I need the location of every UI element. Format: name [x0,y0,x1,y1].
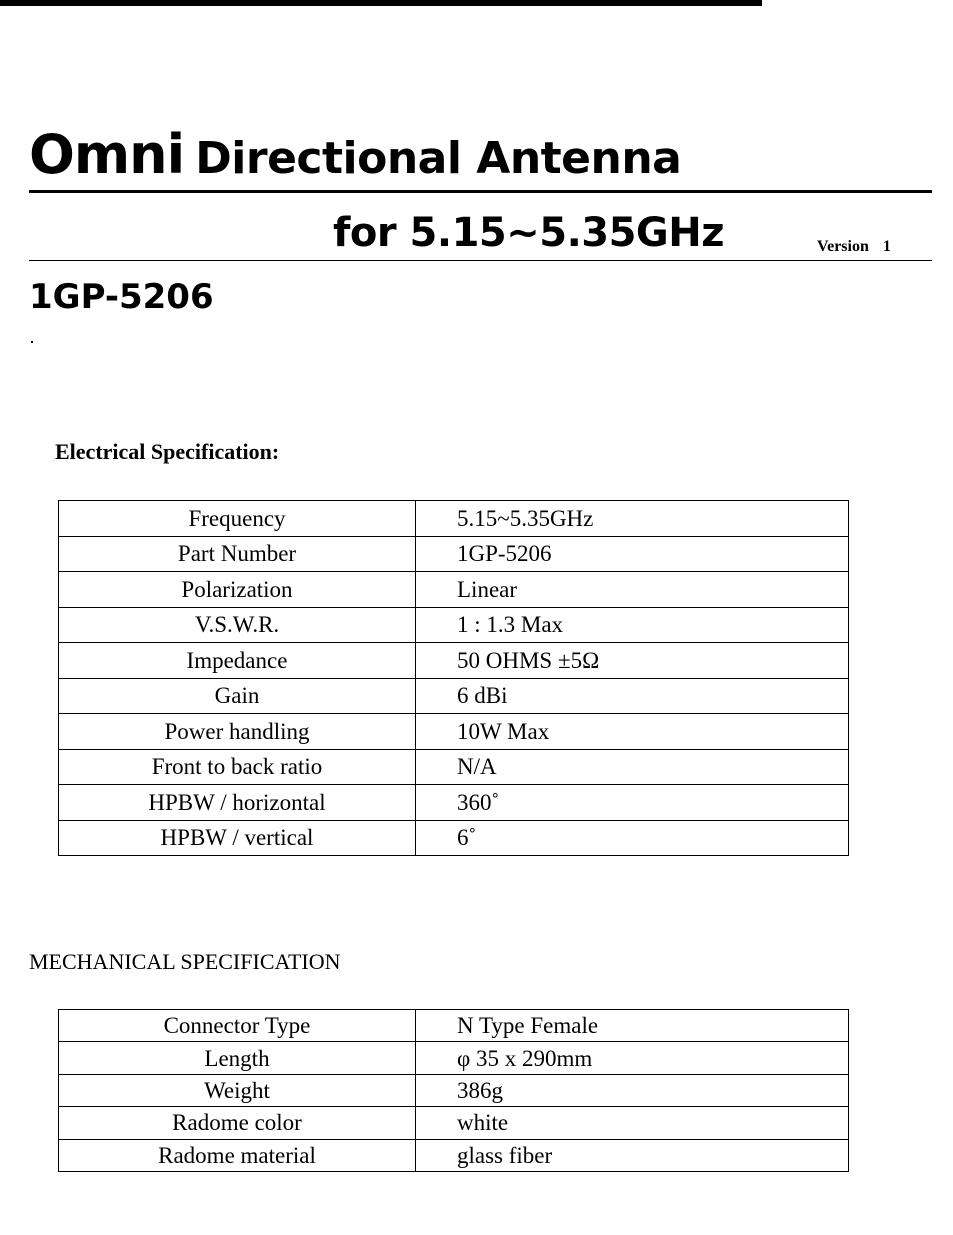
spec-value: glass fiber [416,1139,849,1171]
model-number: 1GP-5206 [29,277,214,317]
spec-value: 50 OHMS ±5Ω [416,643,849,679]
table-row [59,1010,849,1042]
table-row [59,785,849,821]
title-underline [29,190,932,193]
spec-label: Part Number [59,536,416,572]
electrical-spec-heading: Electrical Specification: [55,439,280,464]
spec-label: Length [59,1042,416,1074]
top-border-bar [0,0,762,6]
spec-value: 6˚ [416,820,849,856]
spec-value: Linear [416,572,849,608]
subtitle-underline [29,260,932,261]
table-row [59,536,849,572]
spec-label: Frequency [59,501,416,537]
spec-label: Radome color [59,1107,416,1139]
stray-dot [31,341,33,343]
table-row [59,501,849,537]
table-row [59,820,849,856]
spec-value: 10W Max [416,714,849,750]
spec-value: 1GP-5206 [416,536,849,572]
spec-label: HPBW / vertical [59,820,416,856]
spec-label: Front to back ratio [59,749,416,785]
electrical-spec-table [58,500,849,856]
document-subtitle: for 5.15~5.35GHz [333,210,725,256]
table-row [59,678,849,714]
spec-label: Polarization [59,572,416,608]
spec-label: Impedance [59,643,416,679]
document-title [29,123,682,186]
spec-value: 360˚ [416,785,849,821]
table-row [59,714,849,750]
spec-value: 5.15~5.35GHz [416,501,849,537]
table-row [59,749,849,785]
table-row [59,1139,849,1171]
spec-value: white [416,1107,849,1139]
title-word-rest: Directional Antenna [195,133,682,184]
table-row [59,572,849,608]
spec-label: Radome material [59,1139,416,1171]
spec-value: 6 dBi [416,678,849,714]
table-row [59,1107,849,1139]
spec-label: V.S.W.R. [59,607,416,643]
table-row [59,1074,849,1106]
spec-label: Gain [59,678,416,714]
spec-label: HPBW / horizontal [59,785,416,821]
spec-label: Power handling [59,714,416,750]
spec-value: 386g [416,1074,849,1106]
spec-value: N Type Female [416,1010,849,1042]
mechanical-spec-table [58,1009,849,1172]
spec-value: N/A [416,749,849,785]
table-row [59,607,849,643]
title-word-omni: Omni [29,123,185,186]
table-row [59,1042,849,1074]
spec-label: Weight [59,1074,416,1106]
spec-label: Connector Type [59,1010,416,1042]
version-label: Version 1 [817,238,891,255]
spec-value: φ 35 x 290mm [416,1042,849,1074]
spec-value: 1 : 1.3 Max [416,607,849,643]
mechanical-spec-heading: MECHANICAL SPECIFICATION [29,949,341,974]
table-row [59,643,849,679]
